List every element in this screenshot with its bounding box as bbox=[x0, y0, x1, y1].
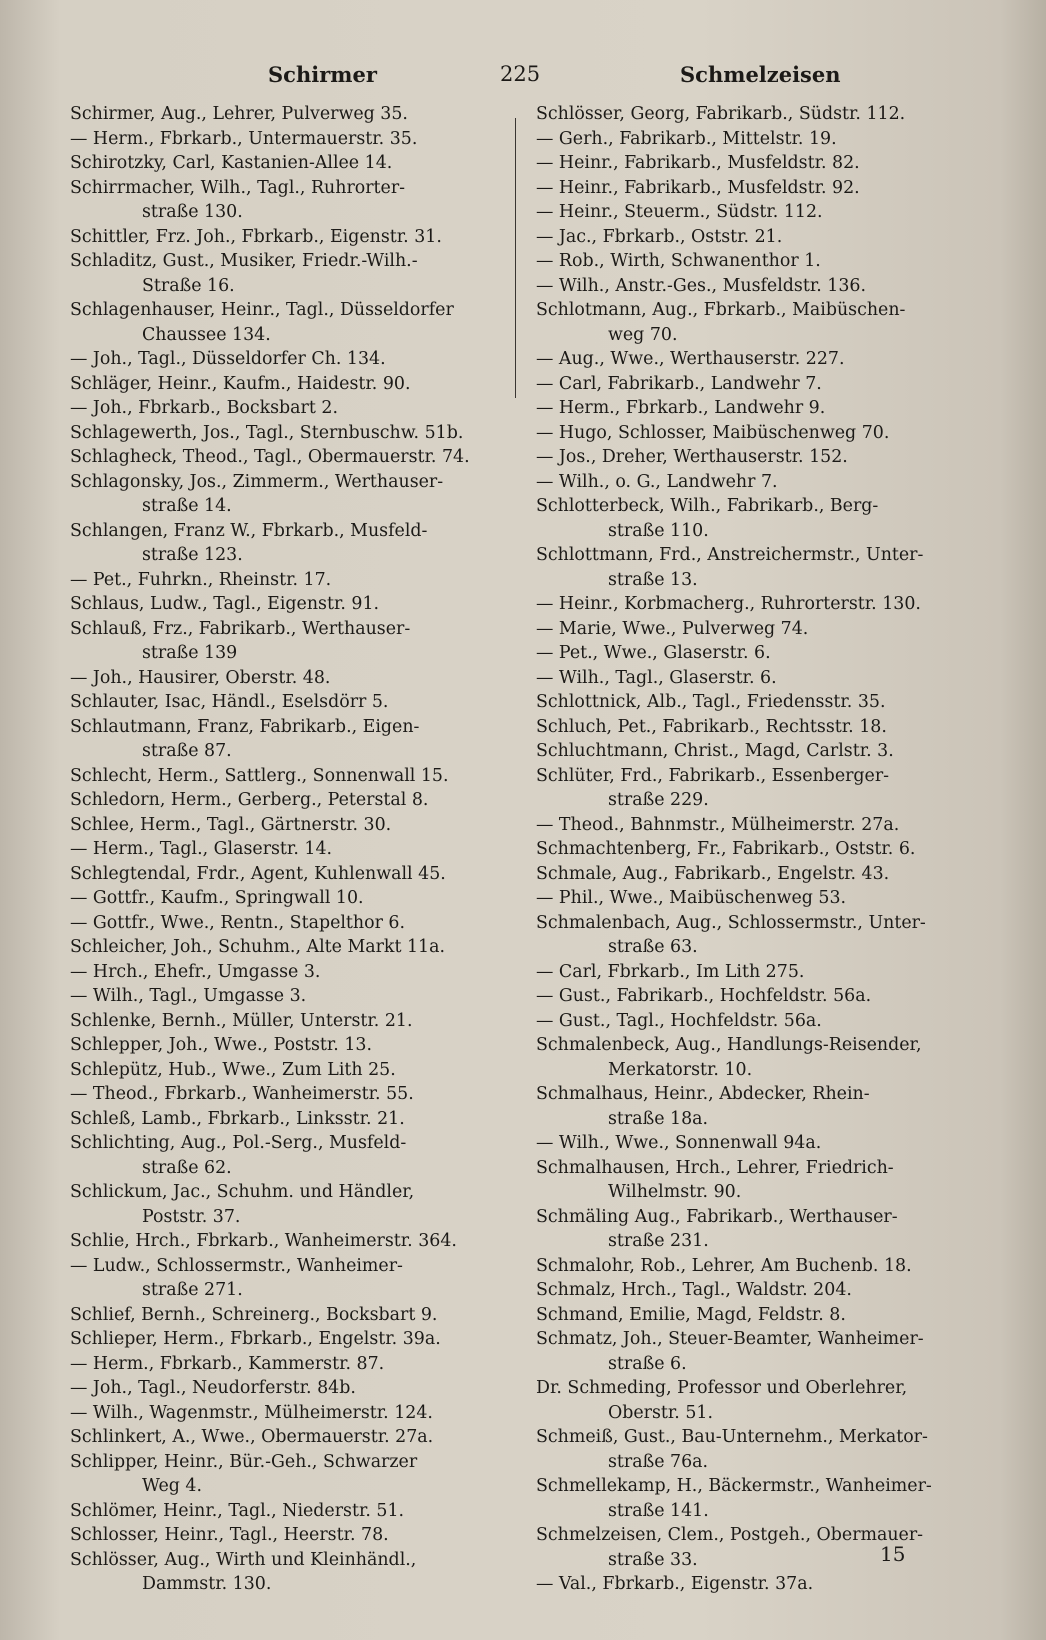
directory-entry-line: weg 70. bbox=[608, 324, 678, 345]
directory-entry-line: Schlangen, Franz W., Fbrkarb., Musfeld- bbox=[70, 520, 428, 541]
directory-entry-line: — Val., Fbrkarb., Eigenstr. 37a. bbox=[536, 1574, 814, 1594]
directory-entry-line: — Gottfr., Wwe., Rentn., Stapelthor 6. bbox=[70, 912, 406, 933]
directory-entry-line: Merkatorstr. 10. bbox=[608, 1059, 753, 1080]
directory-entry-line: Schledorn, Herm., Gerberg., Peterstal 8. bbox=[70, 790, 429, 810]
directory-entry-line: Schlichting, Aug., Pol.-Serg., Musfeld- bbox=[70, 1133, 407, 1153]
directory-entry-line: Schlosser, Heinr., Tagl., Heerstr. 78. bbox=[70, 1525, 389, 1545]
directory-entry-line: Schlösser, Aug., Wirth und Kleinhändl., bbox=[70, 1549, 417, 1570]
directory-entry-line: straße 271. bbox=[142, 1280, 243, 1300]
directory-entry-line: — Wilh., Anstr.-Ges., Musfeldstr. 136. bbox=[536, 275, 867, 296]
directory-entry-line: Schmalhaus, Heinr., Abdecker, Rhein- bbox=[536, 1084, 870, 1104]
directory-entry-line: — Theod., Fbrkarb., Wanheimerstr. 55. bbox=[70, 1084, 414, 1104]
directory-entry-line: Schlotmann, Aug., Fbrkarb., Maibüschen- bbox=[536, 300, 906, 320]
directory-entry-line: Schirmer, Aug., Lehrer, Pulverweg 35. bbox=[70, 104, 408, 124]
directory-entry-line: Schlickum, Jac., Schuhm. und Händler, bbox=[70, 1182, 415, 1202]
directory-entry-line: straße 229. bbox=[608, 790, 709, 810]
directory-entry-line: Schlenke, Bernh., Müller, Unterstr. 21. bbox=[70, 1010, 413, 1031]
directory-entry-line: Schlüter, Frd., Fabrikarb., Essenberger- bbox=[536, 765, 890, 786]
directory-entry-line: — Aug., Wwe., Werthauserstr. 227. bbox=[536, 349, 845, 369]
directory-entry-line: — Heinr., Steuerm., Südstr. 112. bbox=[536, 202, 823, 222]
directory-entry-line: Dammstr. 130. bbox=[142, 1574, 272, 1594]
directory-entry-line: Schlagheck, Theod., Tagl., Obermauerstr. 74. bbox=[70, 447, 470, 467]
directory-entry-line: straße 63. bbox=[608, 937, 698, 957]
directory-entry-line: Schluch, Pet., Fabrikarb., Rechtsstr. 18. bbox=[536, 716, 887, 737]
directory-entry-line: straße 130. bbox=[142, 202, 243, 222]
directory-entry-line: Schlepper, Joh., Wwe., Poststr. 13. bbox=[70, 1035, 372, 1055]
directory-entry-line: — Hrch., Ehefr., Umgasse 3. bbox=[70, 961, 321, 982]
directory-entry-line: Schmellekamp, H., Bäckermstr., Wanheimer- bbox=[536, 1476, 932, 1496]
directory-entry-line: straße 13. bbox=[608, 569, 698, 590]
left-column bbox=[70, 102, 510, 1597]
directory-entry-line: — Gerh., Fabrikarb., Mittelstr. 19. bbox=[536, 128, 837, 149]
directory-entry-line: Schlottnick, Alb., Tagl., Friedensstr. 35. bbox=[536, 692, 886, 712]
directory-entry-line: — Wilh., Wagenmstr., Mülheimerstr. 124. bbox=[70, 1402, 433, 1423]
directory-entry-line: Schlinkert, A., Wwe., Obermauerstr. 27a. bbox=[70, 1427, 434, 1447]
directory-entry-line: — Joh., Tagl., Düsseldorfer Ch. 134. bbox=[70, 349, 386, 369]
page-header bbox=[0, 62, 1046, 94]
directory-entry-line: straße 76a. bbox=[608, 1451, 709, 1472]
directory-entry-line: straße 18a. bbox=[608, 1108, 709, 1129]
directory-entry-line: Chaussee 134. bbox=[142, 324, 271, 345]
directory-entry-line: Schlegtendal, Frdr., Agent, Kuhlenwall 45. bbox=[70, 863, 446, 884]
directory-entry-line: Oberstr. 51. bbox=[608, 1402, 714, 1423]
directory-entry-line: Schlaus, Ludw., Tagl., Eigenstr. 91. bbox=[70, 594, 380, 614]
directory-entry-line: Schmand, Emilie, Magd, Feldstr. 8. bbox=[536, 1304, 846, 1325]
directory-entry-line: Schlagonsky, Jos., Zimmerm., Werthauser- bbox=[70, 471, 444, 492]
directory-entry-line: — Heinr., Fabrikarb., Musfeldstr. 92. bbox=[536, 177, 860, 198]
directory-entry-line: Schlecht, Herm., Sattlerg., Sonnenwall 15. bbox=[70, 765, 449, 786]
directory-entry-line: — Herm., Fbrkarb., Untermauerstr. 35. bbox=[70, 128, 418, 149]
directory-entry-line: Schlie, Hrch., Fbrkarb., Wanheimerstr. 364. bbox=[70, 1231, 457, 1251]
directory-entry-line: Schlotterbeck, Wilh., Fabrikarb., Berg- bbox=[536, 496, 879, 516]
directory-entry-line: Schlipper, Heinr., Bür.-Geh., Schwarzer bbox=[70, 1451, 418, 1472]
directory-entry-line: Schmalohr, Rob., Lehrer, Am Buchenb. 18. bbox=[536, 1255, 912, 1276]
directory-entry-line: Schirotzky, Carl, Kastanien-Allee 14. bbox=[70, 153, 393, 173]
directory-entry-line: — Pet., Fuhrkn., Rheinstr. 17. bbox=[70, 569, 332, 590]
page-number: 225 bbox=[500, 62, 541, 86]
directory-entry-line: — Phil., Wwe., Maibüschenweg 53. bbox=[536, 888, 847, 908]
directory-entry-line: Schmale, Aug., Fabrikarb., Engelstr. 43. bbox=[536, 863, 890, 884]
header-right-keyword: Schmelzeisen bbox=[680, 62, 841, 87]
directory-entry-line: Schlauß, Frz., Fabrikarb., Werthauser- bbox=[70, 618, 411, 639]
directory-entry-line: Schlottmann, Frd., Anstreichermstr., Unter- bbox=[536, 545, 924, 565]
directory-entry-line: — Theod., Bahnmstr., Mülheimerstr. 27a. bbox=[536, 814, 900, 835]
directory-entry-line: — Herm., Tagl., Glaserstr. 14. bbox=[70, 839, 333, 859]
directory-entry-line: Schladitz, Gust., Musiker, Friedr.-Wilh.- bbox=[70, 251, 418, 271]
directory-entry-line: — Gust., Fabrikarb., Hochfeldstr. 56a. bbox=[536, 986, 872, 1006]
directory-entry-line: Schleicher, Joh., Schuhm., Alte Markt 11a. bbox=[70, 937, 446, 957]
directory-entry-line: — Herm., Fbrkarb., Kammerstr. 87. bbox=[70, 1353, 385, 1374]
directory-entry-line: Schlee, Herm., Tagl., Gärtnerstr. 30. bbox=[70, 814, 392, 835]
directory-entry-line: Schlagenhauser, Heinr., Tagl., Düsseldorfer bbox=[70, 300, 454, 320]
directory-entry-line: — Wilh., Tagl., Umgasse 3. bbox=[70, 986, 307, 1006]
directory-entry-line: Wilhelmstr. 90. bbox=[608, 1182, 742, 1202]
directory-entry-line: straße 62. bbox=[142, 1157, 232, 1178]
directory-entry-line: Dr. Schmeding, Professor und Oberlehrer, bbox=[536, 1378, 908, 1398]
directory-entry-line: Schittler, Frz. Joh., Fbrkarb., Eigenstr. 31. bbox=[70, 226, 442, 247]
directory-entry-line: Schmatz, Joh., Steuer-Beamter, Wanheimer- bbox=[536, 1329, 924, 1349]
directory-entry-line: — Joh., Fbrkarb., Bocksbart 2. bbox=[70, 398, 338, 418]
directory-entry-line: straße 110. bbox=[608, 520, 709, 541]
directory-entry-line: — Gottfr., Kaufm., Springwall 10. bbox=[70, 888, 364, 908]
directory-entry-line: — Wilh., o. G., Landwehr 7. bbox=[536, 471, 778, 492]
directory-entry-line: — Heinr., Fabrikarb., Musfeldstr. 82. bbox=[536, 153, 860, 173]
directory-entry-line: Weg 4. bbox=[142, 1476, 203, 1496]
column-divider bbox=[515, 118, 516, 398]
directory-entry-line: Schmalz, Hrch., Tagl., Waldstr. 204. bbox=[536, 1280, 852, 1300]
directory-entry-line: — Marie, Wwe., Pulverweg 74. bbox=[536, 618, 809, 639]
directory-entry-line: Schmalenbach, Aug., Schlossermstr., Unter- bbox=[536, 912, 926, 933]
directory-entry-line: straße 139 bbox=[142, 643, 238, 663]
directory-entry-line: straße 87. bbox=[142, 741, 232, 761]
directory-entry-line: Schluchtmann, Christ., Magd, Carlstr. 3. bbox=[536, 741, 894, 761]
directory-entry-line: straße 14. bbox=[142, 496, 232, 516]
directory-entry-line: — Hugo, Schlosser, Maibüschenweg 70. bbox=[536, 422, 890, 443]
directory-entry-line: Schmeiß, Gust., Bau-Unternehm., Merkator- bbox=[536, 1427, 928, 1447]
directory-entry-line: Schlauter, Isac, Händl., Eselsdörr 5. bbox=[70, 692, 389, 712]
directory-entry-line: straße 141. bbox=[608, 1500, 709, 1521]
directory-entry-line: straße 231. bbox=[608, 1231, 709, 1251]
directory-entry-line: — Wilh., Wwe., Sonnenwall 94a. bbox=[536, 1133, 822, 1153]
directory-entry-line: — Jos., Dreher, Werthauserstr. 152. bbox=[536, 447, 848, 467]
directory-entry-line: Schlieper, Herm., Fbrkarb., Engelstr. 39a. bbox=[70, 1329, 441, 1349]
directory-entry-line: Schmäling Aug., Fabrikarb., Werthauser- bbox=[536, 1206, 898, 1227]
directory-entry-line: Schmalhausen, Hrch., Lehrer, Friedrich- bbox=[536, 1157, 894, 1178]
directory-entry-line: straße 33. bbox=[608, 1549, 698, 1570]
directory-entry-line: — Herm., Fbrkarb., Landwehr 9. bbox=[536, 398, 826, 418]
directory-entry-line: Straße 16. bbox=[142, 275, 235, 296]
directory-entry-line: Schlautmann, Franz, Fabrikarb., Eigen- bbox=[70, 716, 420, 737]
directory-entry-line: Schmachtenberg, Fr., Fabrikarb., Oststr. 6. bbox=[536, 839, 916, 859]
directory-entry-line: — Jac., Fbrkarb., Oststr. 21. bbox=[536, 226, 783, 247]
directory-entry-line: — Ludw., Schlossermstr., Wanheimer- bbox=[70, 1255, 403, 1276]
directory-entry-line: Schmelzeisen, Clem., Postgeh., Obermauer- bbox=[536, 1525, 924, 1545]
right-column bbox=[536, 102, 966, 1597]
directory-entry-line: Poststr. 37. bbox=[142, 1206, 241, 1227]
directory-entry-line: — Joh., Tagl., Neudorferstr. 84b. bbox=[70, 1378, 356, 1398]
header-left-keyword: Schirmer bbox=[268, 62, 377, 87]
directory-entry-line: Schlagewerth, Jos., Tagl., Sternbuschw. 51b. bbox=[70, 422, 464, 443]
directory-entry-line: Schlepütz, Hub., Wwe., Zum Lith 25. bbox=[70, 1059, 396, 1080]
directory-entry-line: Schlösser, Georg, Fabrikarb., Südstr. 112. bbox=[536, 104, 906, 124]
sheet-number: 15 bbox=[880, 1542, 906, 1566]
directory-entry-line: — Carl, Fabrikarb., Landwehr 7. bbox=[536, 373, 822, 394]
directory-entry-line: Schleß, Lamb., Fbrkarb., Linksstr. 21. bbox=[70, 1108, 405, 1129]
directory-entry-line: — Joh., Hausirer, Oberstr. 48. bbox=[70, 667, 331, 688]
directory-entry-line: — Carl, Fbrkarb., Im Lith 275. bbox=[536, 961, 805, 982]
directory-entry-line: — Heinr., Korbmacherg., Ruhrorterstr. 130. bbox=[536, 594, 921, 614]
directory-entry-line: straße 123. bbox=[142, 545, 243, 565]
directory-entry-line: — Wilh., Tagl., Glaserstr. 6. bbox=[536, 667, 777, 688]
directory-entry-line: Schlief, Bernh., Schreinerg., Bocksbart 9. bbox=[70, 1304, 438, 1325]
directory-entry-line: — Gust., Tagl., Hochfeldstr. 56a. bbox=[536, 1010, 822, 1031]
directory-entry-line: — Rob., Wirth, Schwanenthor 1. bbox=[536, 251, 821, 271]
directory-entry-line: — Pet., Wwe., Glaserstr. 6. bbox=[536, 643, 771, 663]
directory-entry-line: Schläger, Heinr., Kaufm., Haidestr. 90. bbox=[70, 373, 411, 394]
directory-entry-line: straße 6. bbox=[608, 1353, 687, 1374]
directory-entry-line: Schlömer, Heinr., Tagl., Niederstr. 51. bbox=[70, 1500, 405, 1521]
directory-entry-line: Schirrmacher, Wilh., Tagl., Ruhrorter- bbox=[70, 177, 406, 198]
directory-entry-line: Schmalenbeck, Aug., Handlungs-Reisender, bbox=[536, 1035, 922, 1055]
